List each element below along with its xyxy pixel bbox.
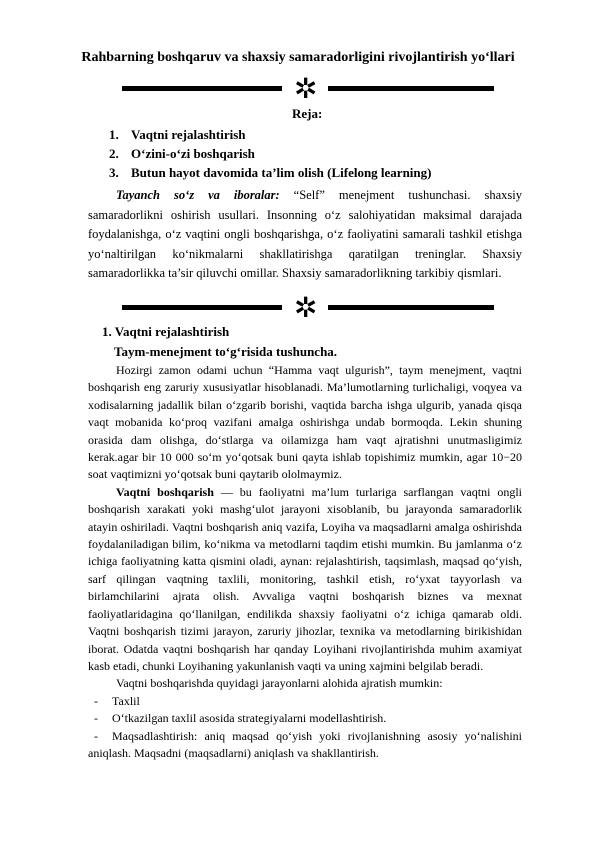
asterisk-ornament-icon: ✲ [294,291,318,324]
plan-heading: Reja: [292,106,323,121]
ornamental-divider [122,291,494,324]
body-paragraph: Hozirgi zamon odami uchun “Hamma vaqt ulgurish”, taym menejment, vaqtni boshqarish eng zaruriy xususiyatlar hisoblanadi. Ma’lumotlarning turlichaligi, voqyea va xodisalarning jadallik bilan o‘zgarib borishi, vaqtida barcha ishga ulgurib, yanada qisqa vaqt mobanida ko‘proq vazifani amalga oshirishga undab bormoqda. Lekin shuning orasida dam olishga, do‘stlarga va oilamizga ham vaqt ajratishni unutmasligimiz kerak.agar bir 10 000 so‘m yo‘qotsak buni qayta ishlab topishimiz mumkin, agar 10−20 soat vaqtimizni yo‘qotsak buni qaytarib ololmaymiz. [88,363,522,482]
divider-bar-left [122,86,282,91]
list-item: - Maqsadlashtirish: aniq maqsad qo‘yish yoki rivojlanishning asosiy yo‘nalishini aniqlash. Maqsadni (maqsadlarni) aniqlash va shakllantirish. [88,728,522,760]
list-item: - Taxlil [94,693,140,708]
plan-item: 1. Vaqtni rejalashtirish [109,127,246,142]
section-subheading: Taym-menejment to‘g‘risida tushuncha. [114,344,338,359]
keywords-text: “Self” menejment tushunchasi. shaxsiy samaradorlikni oshirish usullari. Insonning o‘z salohiyatidan maksimal darajada foydalanishga, o‘z vaqtini ongli boshqarishga, o‘z faoliyatini samarali tashkil etishga yo‘naltirilgan ko‘nikmalarni shakllatirishga qaratilgan treninglar. Shaxsiy samaradorlikka ta’sir qiluvchi omillar. Shaxsiy samaradorlikning tarkibiy qismlari. [88,188,522,280]
divider-bar-left [122,305,282,310]
document-title: Rahbarning boshqaruv va shaxsiy samaradorligini rivojlantirish yo‘llari [81,50,515,65]
body-paragraph: Vaqtni boshqarish — bu faoliyatni ma’lum turlariga sarflangan vaqtni ongli boshqarish xarakati yoki mashg‘ulot jarayoni xisoblanib, bu jarayonda samaradorlik atayin oshiriladi. Vaqtni boshqarish aniq vazifa, Loyiha va maqsadlarni amalga oshirishda foydalaniladigan bilim, ko‘nikma va metodlarni taqdim etishi mumkin. Bu jamlanma o‘z ichiga faoliyatning katta qismini oladi, aynan: rejalashtirish, taqsimlash, maqsad qo‘yish, sarf qilingan vaqtning taxlili, monitoring, tashkil etish, ro‘yxat tayyorlash va birlamchilarini ajrata olish. Avvaliga vaqtni boshqarish biznes va mexnat faoliyatlaridagina qo‘llanilgan, endilikda shaxsiy faoliyatni o‘z ichiga qamarab oldi. Vaqtni boshqarish tizimi jarayon, zaruriy jihozlar, texnika va metodlarning birikishidan iborat. Odatda vaqtni boshqarish har qanday Loyihani rivojlantirishda muhim axamiyat kasb etadi, chunki Loyihaning yakunlanish vaqti va uning xajmini belgilab beradi. [88,484,523,673]
ornamental-divider [122,72,494,105]
keywords-label: Tayanch so‘z va iboralar: [116,188,280,202]
section-heading: 1. Vaqtni rejalashtirish [102,324,230,339]
plan-list [109,125,431,182]
divider-bar-right [328,86,494,91]
body-paragraph: Vaqtni boshqarishda quyidagi jarayonlarni alohida ajratish mumkin: [116,676,443,691]
term-bold: Vaqtni boshqarish [116,484,214,499]
section-body [88,362,522,762]
asterisk-ornament-icon: ✲ [294,72,318,105]
keywords-paragraph [88,186,522,284]
divider-bar-right [328,305,494,310]
plan-item: 2. O‘zini-o‘zi boshqarish [109,146,255,161]
plan-item: 3. Butun hayot davomida ta’lim olish (Lifelong learning) [109,165,432,180]
list-item: - O‘tkazilgan taxlil asosida strategiyalarni modellashtirish. [94,711,387,726]
